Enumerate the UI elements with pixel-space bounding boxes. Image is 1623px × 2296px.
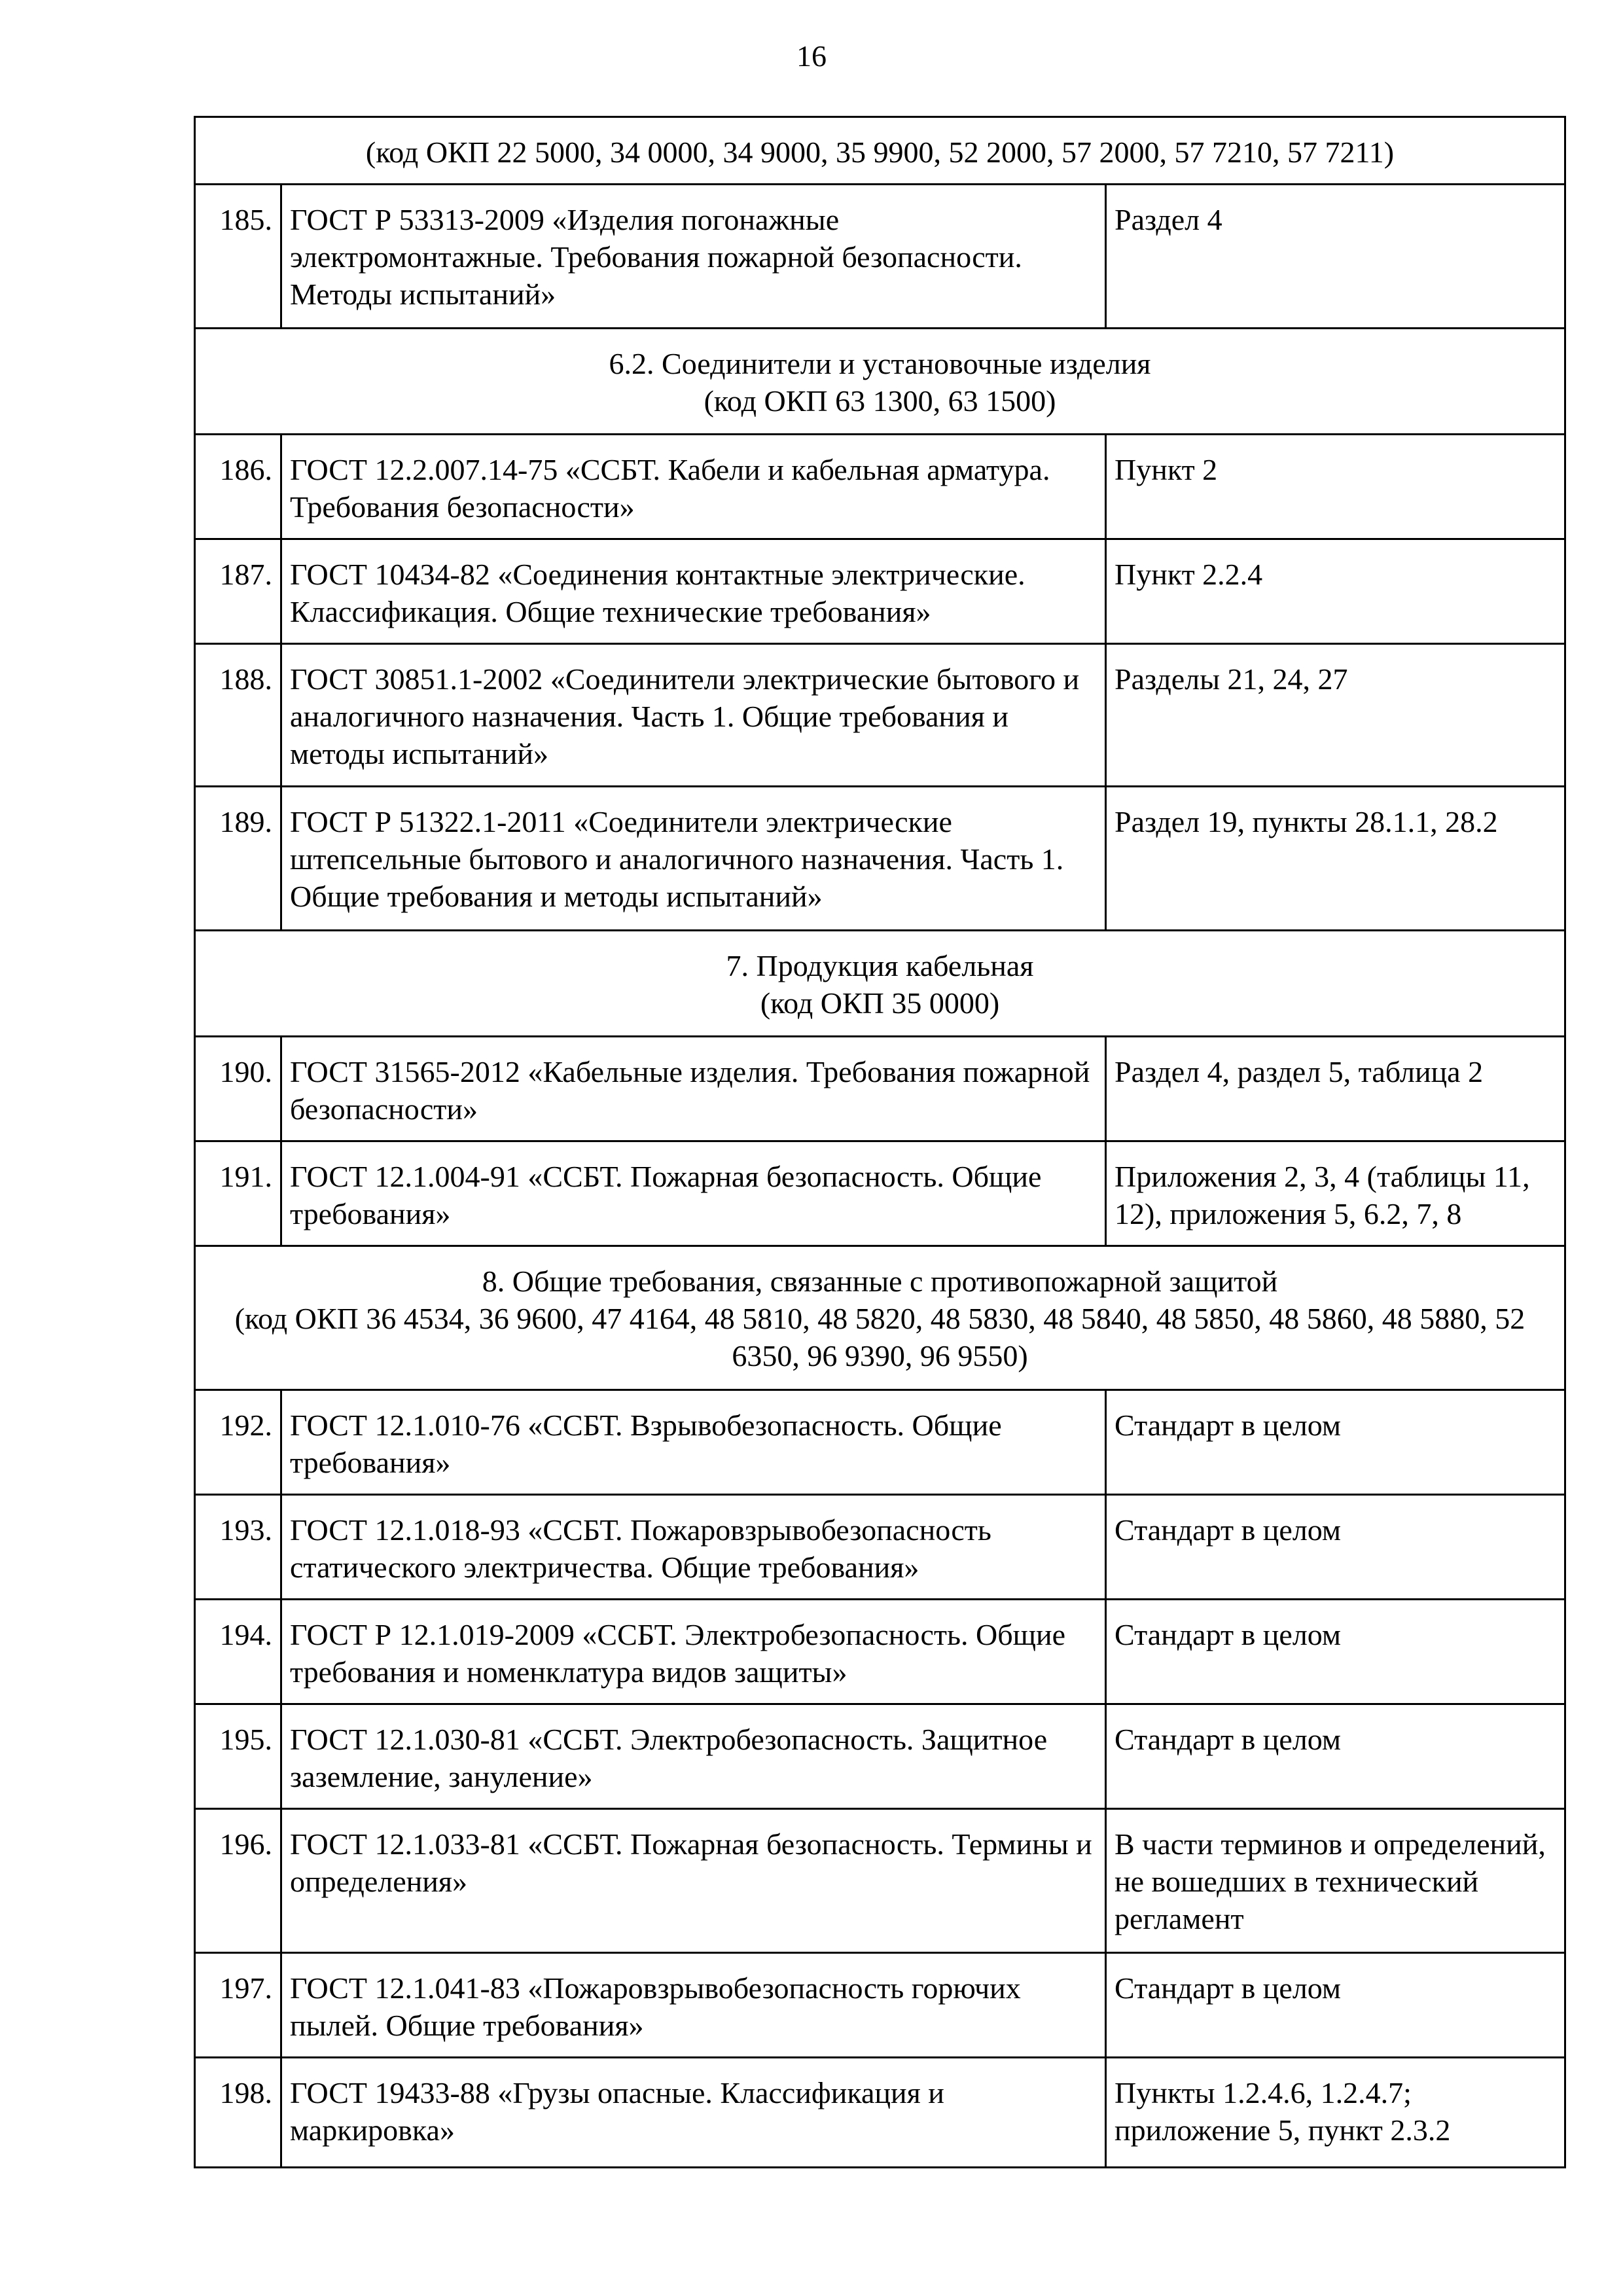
standard-document: ГОСТ 12.1.004-91 «ССБТ. Пожарная безопасность. Общие требования»	[281, 1141, 1106, 1246]
row-number: 190.	[195, 1037, 281, 1141]
standard-document: ГОСТ 10434-82 «Соединения контактные электрические. Классификация. Общие технические требования»	[281, 539, 1106, 644]
section-title: 6.2. Соединители и установочные изделия	[609, 347, 1151, 380]
table-row	[195, 1600, 1565, 1704]
applicable-section: Стандарт в целом	[1106, 1600, 1565, 1704]
table-row	[195, 1809, 1565, 1953]
row-number: 194.	[195, 1600, 281, 1704]
row-number: 189.	[195, 787, 281, 931]
section-heading	[195, 931, 1565, 1037]
applicable-section: Приложения 2, 3, 4 (таблицы 11, 12), приложения 5, 6.2, 7, 8	[1106, 1141, 1565, 1246]
standard-document: ГОСТ 12.1.018-93 «ССБТ. Пожаровзрывобезопасность статического электричества. Общие требования»	[281, 1495, 1106, 1600]
applicable-section: Стандарт в целом	[1106, 1390, 1565, 1495]
page-number: 16	[796, 39, 827, 73]
row-number: 187.	[195, 539, 281, 644]
standard-document: ГОСТ 12.1.033-81 «ССБТ. Пожарная безопасность. Термины и определения»	[281, 1809, 1106, 1953]
section-header-row	[195, 117, 1565, 185]
standard-document: ГОСТ Р 51322.1-2011 «Соединители электрические штепсельные бытового и аналогичного назначения. Часть 1. Общие требования и методы испытаний»	[281, 787, 1106, 931]
section-subtitle: (код ОКП 35 0000)	[760, 986, 1000, 1020]
row-number: 185.	[195, 185, 281, 329]
standard-document: ГОСТ 19433-88 «Грузы опасные. Классификация и маркировка»	[281, 2058, 1106, 2168]
table-row	[195, 1495, 1565, 1600]
standard-document: ГОСТ 12.2.007.14-75 «ССБТ. Кабели и кабельная арматура. Требования безопасности»	[281, 435, 1106, 539]
section-header-row	[195, 329, 1565, 435]
row-number: 192.	[195, 1390, 281, 1495]
table-row	[195, 644, 1565, 787]
section-heading	[195, 117, 1565, 185]
standard-document: ГОСТ Р 53313-2009 «Изделия погонажные электромонтажные. Требования пожарной безопасности. Методы испытаний»	[281, 185, 1106, 329]
applicable-section: Пункт 2	[1106, 435, 1565, 539]
row-number: 186.	[195, 435, 281, 539]
row-number: 197.	[195, 1953, 281, 2058]
table-row	[195, 1141, 1565, 1246]
standards-table	[194, 116, 1566, 2168]
section-title: 7. Продукция кабельная	[726, 949, 1034, 982]
applicable-section: Разделы 21, 24, 27	[1106, 644, 1565, 787]
row-number: 198.	[195, 2058, 281, 2168]
table-row	[195, 1953, 1565, 2058]
applicable-section: Пункт 2.2.4	[1106, 539, 1565, 644]
applicable-section: Стандарт в целом	[1106, 1704, 1565, 1809]
row-number: 195.	[195, 1704, 281, 1809]
section-header-row	[195, 931, 1565, 1037]
table-row	[195, 2058, 1565, 2168]
table-row	[195, 435, 1565, 539]
table-row	[195, 1037, 1565, 1141]
standard-document: ГОСТ 12.1.041-83 «Пожаровзрывобезопасность горючих пылей. Общие требования»	[281, 1953, 1106, 2058]
applicable-section: Раздел 4	[1106, 185, 1565, 329]
standard-document: ГОСТ 31565-2012 «Кабельные изделия. Требования пожарной безопасности»	[281, 1037, 1106, 1141]
applicable-section: Раздел 4, раздел 5, таблица 2	[1106, 1037, 1565, 1141]
standard-document: ГОСТ Р 12.1.019-2009 «ССБТ. Электробезопасность. Общие требования и номенклатура видов защиты»	[281, 1600, 1106, 1704]
table-row	[195, 1704, 1565, 1809]
standard-document: ГОСТ 12.1.030-81 «ССБТ. Электробезопасность. Защитное заземление, зануление»	[281, 1704, 1106, 1809]
row-number: 191.	[195, 1141, 281, 1246]
table-row	[195, 539, 1565, 644]
row-number: 193.	[195, 1495, 281, 1600]
standard-document: ГОСТ 12.1.010-76 «ССБТ. Взрывобезопасность. Общие требования»	[281, 1390, 1106, 1495]
applicable-section: Раздел 19, пункты 28.1.1, 28.2	[1106, 787, 1565, 931]
section-title: (код ОКП 22 5000, 34 0000, 34 9000, 35 9900, 52 2000, 57 2000, 57 7210, 57 7211)	[365, 135, 1395, 169]
section-heading	[195, 1246, 1565, 1390]
table-row	[195, 787, 1565, 931]
applicable-section: Пункты 1.2.4.6, 1.2.4.7; приложение 5, пункт 2.3.2	[1106, 2058, 1565, 2168]
section-subtitle: (код ОКП 36 4534, 36 9600, 47 4164, 48 5810, 48 5820, 48 5830, 48 5840, 48 5850, 48 5860, 48 5880, 52 6350, 96 9390, 96 9550)	[234, 1302, 1525, 1372]
table-row	[195, 1390, 1565, 1495]
row-number: 196.	[195, 1809, 281, 1953]
table-row	[195, 185, 1565, 329]
applicable-section: В части терминов и определений, не вошедших в технический регламент	[1106, 1809, 1565, 1953]
section-subtitle: (код ОКП 63 1300, 63 1500)	[704, 384, 1056, 418]
standard-document: ГОСТ 30851.1-2002 «Соединители электрические бытового и аналогичного назначения. Часть 1. Общие требования и методы испытаний»	[281, 644, 1106, 787]
section-heading	[195, 329, 1565, 435]
applicable-section: Стандарт в целом	[1106, 1953, 1565, 2058]
applicable-section: Стандарт в целом	[1106, 1495, 1565, 1600]
row-number: 188.	[195, 644, 281, 787]
section-title: 8. Общие требования, связанные с противопожарной защитой	[482, 1265, 1278, 1298]
section-header-row	[195, 1246, 1565, 1390]
